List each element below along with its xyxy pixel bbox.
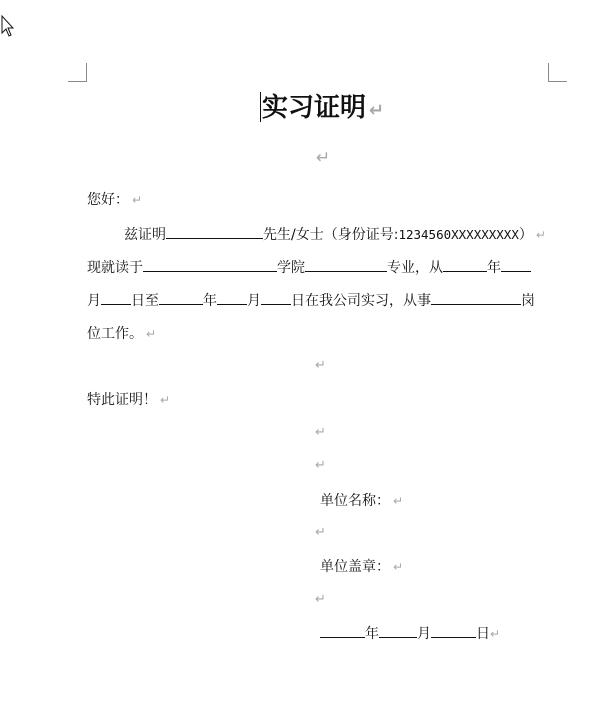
paragraph-mark: ↵ [393, 560, 404, 574]
body-line-2[interactable] [87, 259, 531, 277]
name-blank [166, 226, 263, 239]
mouse-pointer-icon [0, 14, 14, 38]
body-line-4[interactable] [87, 325, 156, 343]
date-day-blank [431, 625, 476, 638]
job-work-text: 位工作。 [87, 326, 143, 342]
position-blank [431, 292, 521, 305]
end-year-blank [159, 292, 203, 305]
document-title-line[interactable] [260, 92, 384, 127]
empty-paragraph-mark: ↵ [316, 148, 331, 168]
date-year-text: 年 [365, 626, 379, 642]
date-month-blank [379, 625, 417, 638]
paragraph-mark: ↵ [160, 393, 171, 407]
studying-at-text: 现就读于 [87, 260, 143, 276]
id-number: 1234560XXXXXXXXX [398, 227, 519, 242]
start-month-blank [501, 259, 531, 272]
unit-name-paragraph[interactable] [320, 492, 403, 510]
month-text: 月 [87, 293, 101, 309]
paragraph-mark: ↵ [393, 494, 404, 508]
crop-mark-top-left [68, 63, 87, 82]
year-text: 年 [487, 260, 501, 276]
paragraph-mark: ↵ [490, 627, 501, 641]
paragraph-mark: ↵ [146, 327, 157, 341]
start-year-blank [443, 259, 487, 272]
greeting-paragraph[interactable] [87, 191, 142, 209]
date-paragraph[interactable] [320, 625, 500, 643]
date-month-text: 月 [417, 626, 431, 642]
unit-seal-paragraph[interactable] [320, 558, 403, 576]
major-from-text: 专业，从 [387, 260, 443, 276]
empty-paragraph-mark: ↵ [315, 592, 326, 607]
position-char: 岗 [521, 293, 535, 309]
college-blank [305, 259, 387, 272]
college-text: 学院 [277, 260, 305, 276]
empty-paragraph-mark: ↵ [315, 358, 326, 373]
month-text: 月 [247, 293, 261, 309]
body-line-1[interactable] [124, 226, 546, 244]
empty-paragraph-mark: ↵ [315, 458, 326, 473]
unit-name-label: 单位名称： [320, 493, 390, 509]
internship-text: 日在我公司实习，从事 [291, 293, 431, 309]
end-day-blank [261, 292, 291, 305]
end-month-blank [217, 292, 247, 305]
text-cursor [260, 92, 261, 122]
greeting-text: 您好： [87, 192, 129, 208]
paragraph-mark: ↵ [369, 100, 385, 121]
closing-text: 特此证明！ [87, 392, 157, 408]
close-paren: ） [518, 227, 533, 243]
university-blank [143, 259, 277, 272]
gender-idnum-label: 先生/女士（身份证号: [263, 227, 399, 243]
date-day-text: 日 [476, 626, 490, 642]
paragraph-mark: ↵ [132, 193, 143, 207]
crop-mark-top-right [548, 63, 567, 82]
year-text: 年 [203, 293, 217, 309]
closing-paragraph[interactable] [87, 391, 170, 409]
day-to-text: 日至 [131, 293, 159, 309]
certify-text: 兹证明 [124, 227, 166, 243]
paragraph-mark: ↵ [535, 228, 546, 242]
document-title: 实习证明 [262, 93, 367, 123]
empty-paragraph-mark: ↵ [315, 425, 326, 440]
body-line-3[interactable] [87, 292, 535, 310]
unit-seal-label: 单位盖章： [320, 559, 390, 575]
date-year-blank [320, 625, 365, 638]
start-day-blank [101, 292, 131, 305]
empty-paragraph-mark: ↵ [315, 525, 326, 540]
